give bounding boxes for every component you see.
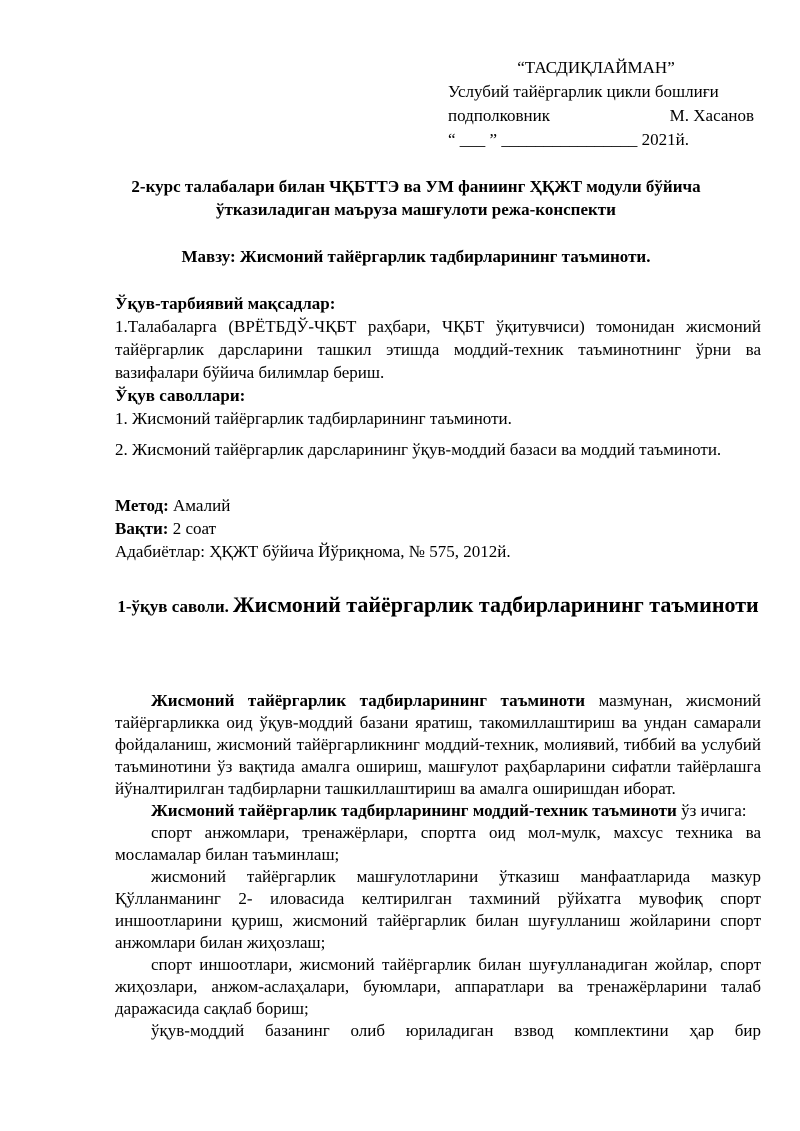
body-section — [115, 690, 761, 1042]
body-p2-text: ўз ичига: — [676, 801, 747, 820]
section-title — [115, 590, 761, 623]
section-prefix: 1-ўқув саволи. — [117, 597, 229, 616]
goals-section — [115, 292, 761, 461]
method-value: Амалий — [173, 496, 231, 515]
approval-date-row — [448, 128, 768, 152]
goals-text: 1.Талабаларга (ВРЁТБДЎ-ЧҚБТ раҳбари, ЧҚБТ ўқитувчиси) томонидан жисмоний тайёргарлик дарсларини ташкил этишда моддий-техник таъминотнинг ўрни ва вазифалари бўйича билимлар бериш. — [115, 317, 761, 382]
body-paragraph-4: жисмоний тайёргарлик машғулотларини ўтказиш манфаатларида мазкур Қўлланманинг 2- иловасида келтирилган тахминий рўйхатга мувофиқ спорт иншоотларини қуриш, жисмоний тайёргарлик билан шуғулланиш жойларини спорт анжомлари билан жиҳозлаш; — [115, 867, 761, 952]
question-1: 1. Жисмоний тайёргарлик тадбирларининг таъминоти. — [115, 409, 512, 428]
approval-title: “ТАСДИҚЛАЙМАН” — [517, 58, 675, 77]
body-paragraph-3: спорт анжомлари, тренажёрлари, спортга оид мол-мулк, махсус техника ва мосламалар билан таъминлаш; — [115, 823, 761, 864]
document-title-line2: ўтказиладиган маъруза машғулоти режа-конспекти — [216, 200, 616, 219]
body-paragraph-2 — [115, 800, 761, 822]
approval-rank: подполковник — [448, 106, 550, 125]
time-value: 2 соат — [172, 519, 217, 538]
literature-row: Адабиётлар: ҲҚЖТ бўйича Йўриқнома, № 575, 2012й. — [115, 542, 511, 561]
body-paragraph-1 — [115, 690, 761, 800]
goals-heading: Ўқув-тарбиявий мақсадлар: — [115, 294, 336, 313]
document-title-line1: 2-курс талабалари билан ЧҚБТТЭ ва УМ фаниинг ҲҚЖТ модули бўйича — [131, 177, 701, 196]
questions-heading: Ўқув саволлари: — [115, 386, 246, 405]
approval-position: Услубий тайёргарлик цикли бошлиғи — [448, 82, 719, 101]
approval-date-blank: “ ___ ” ________________ — [448, 130, 638, 149]
approval-year: 2021й. — [641, 130, 689, 149]
body-paragraph-5: спорт иншоотлари, жисмоний тайёргарлик билан шуғулланадиган жойлар, спорт жиҳозлари, анжом-аслаҳалари, буюмлари, аппаратлари ва тренажёрларини талаб даражасида сақлаб бориш; — [115, 955, 761, 1018]
body-p1-text: мазмунан, жисмоний тайёргарликка оид ўқув-моддий базани яратиш, такомиллаштириш ва ундан самарали фойдаланиш, жисмоний тайёргарликнинг моддий-техник, молиявий, тиббий ва услубий таъминотини ўз вақтида амалга ошириш, машғулот раҳбарларини сифатли тайёрлашга йўналтирилган тадбирларни ташкиллаштириш ва амалга оширишдан иборат. — [115, 691, 761, 798]
topic-heading: Мавзу: Жисмоний тайёргарлик тадбирларининг таъминоти. — [181, 247, 651, 266]
document-title — [96, 175, 736, 221]
approval-name: М. Хасанов — [669, 106, 754, 125]
meta-section — [115, 494, 761, 563]
method-label: Метод: — [115, 496, 169, 515]
time-label: Вақти: — [115, 519, 169, 538]
body-p2-bold: Жисмоний тайёргарлик тадбирларининг моддий-техник таъминоти — [151, 801, 677, 820]
approval-block — [448, 56, 768, 152]
body-p1-bold: Жисмоний тайёргарлик тадбирларининг таъминоти — [151, 691, 586, 710]
approval-signatory-row — [448, 104, 768, 128]
time-row — [115, 517, 761, 540]
method-row — [115, 494, 761, 517]
section-heading: Жисмоний тайёргарлик тадбирларининг таъминоти — [232, 592, 759, 617]
body-paragraph-6: ўқув-моддий базанинг олиб юриладиган взвод комплектини ҳар бир — [151, 1021, 761, 1040]
question-2: 2. Жисмоний тайёргарлик дарсларининг ўқув-моддий базаси ва моддий таъминоти. — [115, 440, 722, 459]
